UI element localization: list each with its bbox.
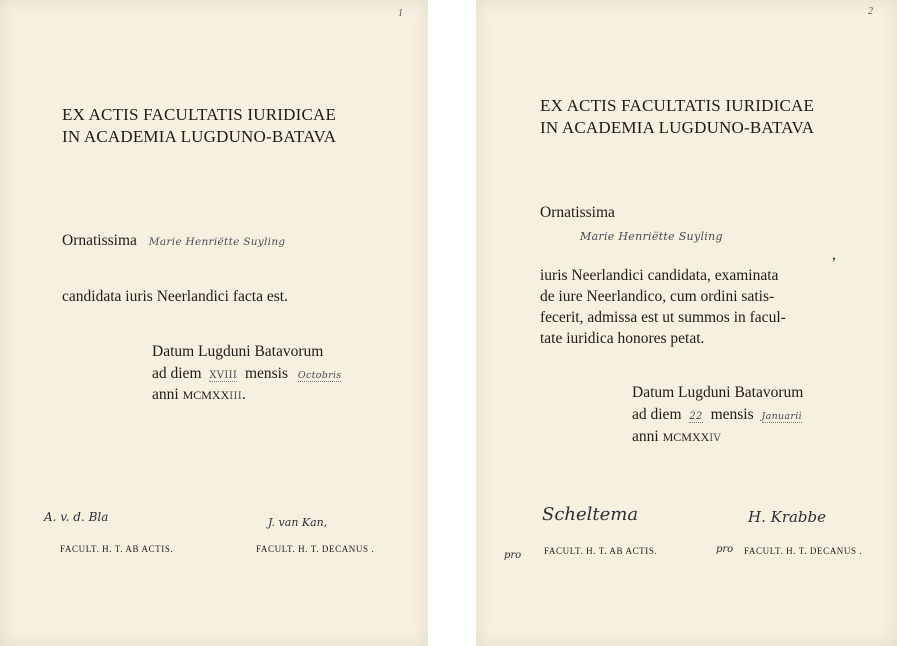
- year-printed: MCMXX: [182, 388, 230, 402]
- paragraph-line-2: de iure Neerlandico, cum ordini satis-: [540, 288, 775, 305]
- heading-line-2: IN ACADEMIA LUGDUNO-BATAVA: [540, 118, 815, 137]
- label-ab-actis: FACULT. H. T. AB ACTIS.: [60, 544, 174, 554]
- ad-diem-label: ad diem: [152, 365, 202, 382]
- anni-line: anni MCMXXIII.: [152, 386, 246, 403]
- pro-right: pro: [716, 544, 734, 555]
- heading-line-1: EX ACTIS FACULTATIS IURIDICAE: [540, 96, 815, 115]
- handwritten-month: Octobris: [297, 370, 342, 381]
- paragraph-line-3: fecerit, admissa est ut summos in facul-: [540, 309, 786, 326]
- handwritten-name: Marie Henriëtte Suyling: [148, 236, 286, 248]
- handwritten-name: Marie Henriëtte Suyling: [580, 230, 723, 243]
- paragraph-line-4: tate iuridica honores petat.: [540, 330, 705, 347]
- datum-line: Datum Lugduni Batavorum: [632, 384, 804, 401]
- signature-left: Scheltema: [542, 504, 639, 525]
- anni-label: anni: [152, 386, 179, 403]
- comma: ,: [832, 246, 836, 263]
- page-number: 2: [868, 6, 873, 17]
- label-ab-actis: FACULT. H. T. AB ACTIS.: [544, 546, 658, 556]
- mensis-label: mensis: [710, 406, 754, 423]
- paragraph-line-1: iuris Neerlandici candidata, examinata: [540, 267, 779, 284]
- ad-diem-label: ad diem: [632, 406, 682, 423]
- anni-label: anni: [632, 428, 659, 445]
- signature-right: J. van Kan,: [268, 516, 328, 529]
- handwritten-month: Januarii: [761, 411, 802, 422]
- heading-line-2: IN ACADEMIA LUGDUNO-BATAVA: [62, 127, 337, 146]
- handwritten-day: 22: [689, 411, 703, 422]
- label-decanus: FACULT. H. T. DECANUS .: [256, 544, 375, 554]
- certificate-page-1: [0, 0, 428, 646]
- anni-line: [632, 426, 721, 450]
- certificate-page-2: [476, 0, 897, 646]
- label-decanus: FACULT. H. T. DECANUS .: [744, 546, 863, 556]
- heading-line-1: EX ACTIS FACULTATIS IURIDICAE: [62, 105, 337, 124]
- signature-left: A. v. d. Bla: [44, 510, 109, 524]
- candidata-text: candidata iuris Neerlandici facta est.: [62, 288, 288, 305]
- ornatissima-line: [62, 230, 285, 253]
- handwritten-day: XVIII: [209, 370, 238, 381]
- year-printed: MCMXX: [662, 430, 710, 444]
- ad-diem-line: [632, 404, 802, 428]
- handwritten-year: III: [229, 391, 243, 402]
- ornatissima-label: Ornatissima: [540, 204, 615, 221]
- datum-line: Datum Lugduni Batavorum: [152, 343, 324, 360]
- mensis-label: mensis: [244, 365, 289, 382]
- ornatissima-label: Ornatissima: [62, 232, 137, 249]
- handwritten-year: IV: [709, 433, 722, 444]
- page-number: 1: [398, 8, 403, 19]
- pro-left: pro: [504, 550, 522, 561]
- signature-right: H. Krabbe: [748, 508, 827, 526]
